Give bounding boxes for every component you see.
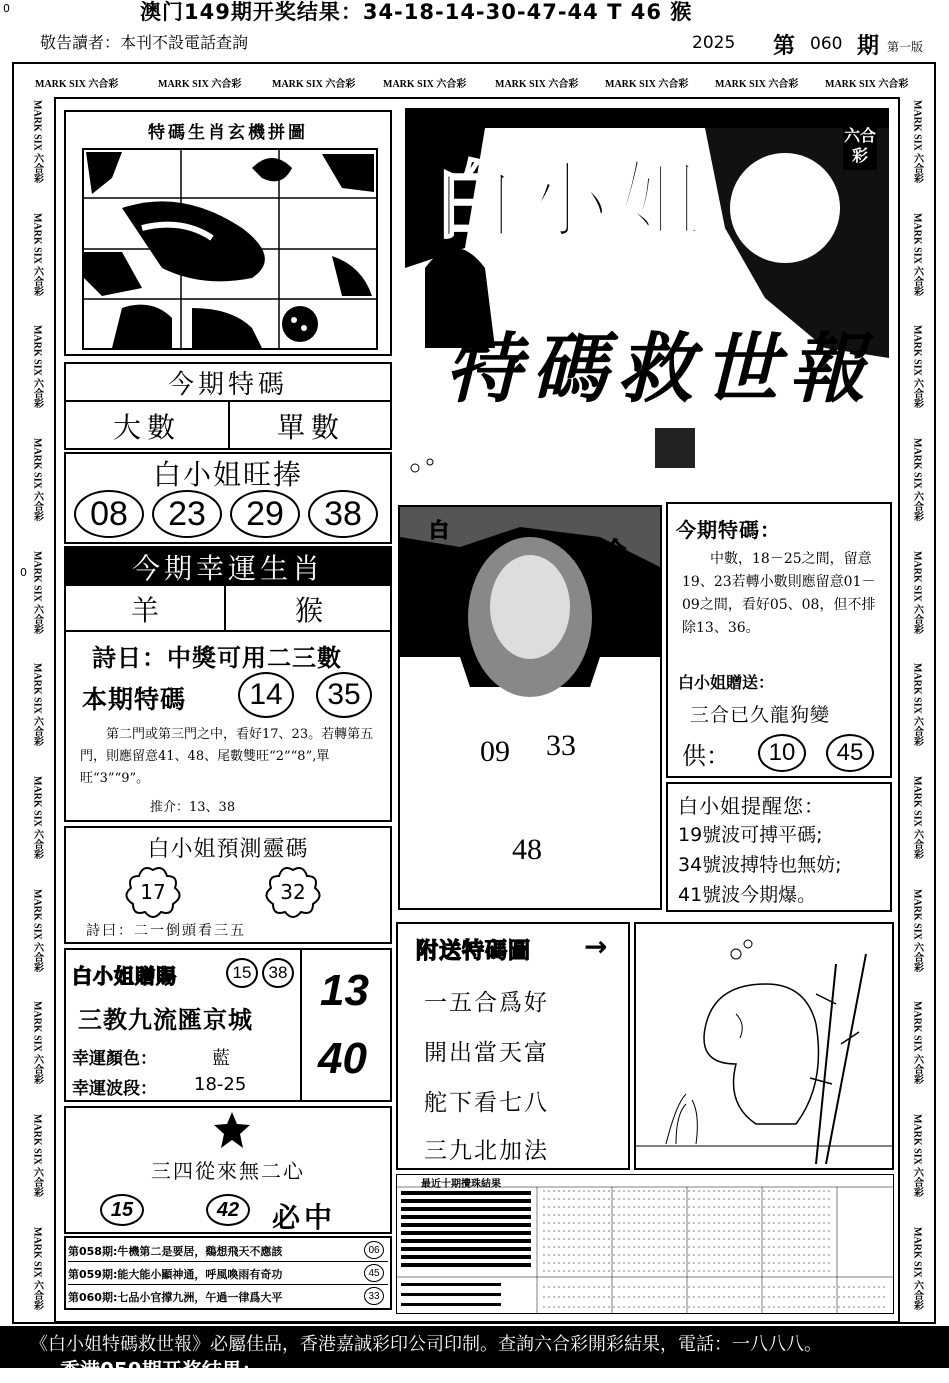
bottom-number: 42 — [206, 1194, 250, 1226]
gift-big-number: 40 — [318, 1034, 367, 1083]
poem-number: 14 — [238, 672, 294, 718]
right-border-marks: MARK SIX 六合彩 MARK SIX 六合彩 MARK SIX 六合彩 MARK SIX 六合彩 MARK SIX 六合彩 MARK SIX 六合彩 MARK SIX 六合彩 MARK SIX 六合彩 MARK SIX 六合彩 MARK SIX 六合彩 MARK SIX 六合彩 — [911, 100, 923, 1310]
right-special-text: 中數，18－25之間，留意19、23若轉小數則應留意01－09之間，看好05、08，但不排除13、36。 — [682, 551, 876, 636]
right-special-supply: 供： — [682, 742, 730, 770]
history-number: 06 — [364, 1241, 384, 1259]
right-special-gift-label: 白小姐贈送： — [678, 673, 775, 692]
masthead-subtitle: 特碼救世報 — [445, 324, 875, 413]
results-grid — [397, 1187, 893, 1313]
border-mark: MARK SIX 六合彩 — [35, 79, 119, 90]
results-table-title: 最近十期攪珠結果 — [421, 1179, 501, 1190]
drawing-box — [634, 922, 894, 1170]
border-mark: MARK SIX 六合彩 — [605, 79, 689, 90]
attach-line: 開出當天富 — [424, 1040, 549, 1066]
gift-number: 38 — [262, 958, 294, 988]
right-special-number: 10 — [758, 734, 806, 772]
history-number: 33 — [364, 1287, 384, 1305]
gift-big-number: 13 — [320, 966, 369, 1015]
photo-box — [398, 505, 662, 910]
history-row — [68, 1263, 388, 1285]
masthead — [405, 108, 889, 480]
special-left: 大數 — [112, 411, 181, 444]
wangbang-title: 白小姐旺捧 — [152, 458, 303, 491]
attach-line: 一五合爲好 — [424, 990, 549, 1016]
border-mark: MARK SIX 六合彩 — [825, 79, 909, 90]
lucky-zodiac-title: 今期幸運生肖 — [66, 548, 390, 586]
poem-recommend: 推介：13、38 — [150, 800, 236, 815]
attach-title: 附送特碼圖 — [416, 939, 532, 964]
gift-title: 白小姐贈賜 — [72, 964, 177, 988]
spirit-number: 17 — [140, 880, 166, 904]
spirit-poem: 詩曰：二一倒頭看三五 — [86, 923, 246, 939]
issue-prefix: 第 — [773, 34, 796, 59]
lucky-zodiac-left: 羊 — [130, 594, 159, 627]
special-title: 今期特碼 — [167, 369, 288, 400]
lucky-zodiac-right: 猴 — [294, 594, 323, 627]
attach-line: 三九北加法 — [424, 1138, 549, 1164]
photo-overlay-left: 白小姐 — [429, 518, 449, 602]
spirit-number: 32 — [280, 880, 306, 904]
right-special-number: 45 — [826, 734, 874, 772]
right-special-title: 今期特碼： — [676, 518, 781, 542]
reminder-line: 19號波可搏平碼; — [678, 824, 823, 846]
history-row — [68, 1286, 388, 1308]
right-special-gift-text: 三合已久龍狗變 — [690, 704, 831, 726]
top-result-banner: 澳门149期开奖结果：34-18-14-30-47-44 T 46 猴 — [140, 0, 693, 24]
photo-number: 09 — [480, 735, 510, 768]
poem-box — [64, 630, 392, 822]
bottom-number: 15 — [100, 1194, 144, 1226]
poem-label: 本期特碼 — [82, 685, 187, 714]
gift-phrase: 三教九流匯京城 — [78, 1006, 253, 1034]
footer-bar — [0, 1326, 949, 1382]
attach-line: 舵下看七八 — [424, 1090, 549, 1116]
rock-plant-drawing — [636, 924, 892, 1168]
attach-box — [396, 922, 630, 1170]
zodiac-puzzle-box — [64, 110, 392, 356]
bottom-tag: 必中 — [272, 1201, 337, 1234]
history-number: 45 — [364, 1264, 384, 1282]
gift-color-label: 幸運顏色： — [72, 1049, 157, 1069]
reminder-line: 41號波今期爆。 — [678, 884, 817, 906]
spirit-title: 白小姐預測靈碼 — [147, 836, 309, 862]
left-border-marks: MARK SIX 六合彩 MARK SIX 六合彩 MARK SIX 六合彩 MARK SIX 六合彩 MARK SIX 六合彩 MARK SIX 六合彩 MARK SIX 六合彩 MARK SIX 六合彩 MARK SIX 六合彩 MARK SIX 六合彩 MARK SIX 六合彩 — [31, 100, 43, 1310]
border-mark: MARK SIX 六合彩 — [383, 79, 467, 90]
wangbang-number: 23 — [152, 490, 222, 538]
wangbang-number: 38 — [308, 490, 378, 538]
issue-suffix: 期 — [857, 34, 880, 59]
issue-year: 2025 — [692, 33, 736, 53]
edition-label: 第一版 — [887, 40, 924, 54]
gift-color-value: 藍 — [212, 1048, 230, 1069]
wangbang-number: 29 — [230, 490, 300, 538]
poem-line: 詩日：中獎可用二三數 — [92, 644, 342, 672]
poem-number: 35 — [316, 672, 372, 718]
masthead-title: 白小姐 — [433, 151, 710, 250]
margin-mark-mid: 0 — [20, 566, 27, 579]
zodiac-puzzle-title: 特碼生肖玄機拼圖 — [148, 123, 308, 143]
border-mark: MARK SIX 六合彩 — [495, 79, 579, 90]
star-icon — [212, 1110, 252, 1150]
gift-number: 15 — [226, 958, 258, 988]
reminder-line: 34號波搏特也無妨; — [678, 854, 842, 876]
history-text: 第058期:牛機第二是要居，鷄想飛天不應該 — [68, 1245, 283, 1258]
reminder-title: 白小姐提醒您： — [678, 794, 825, 818]
attach-arrow: → — [584, 930, 608, 963]
wangbang-box — [64, 452, 392, 544]
reminder-box — [666, 782, 892, 912]
footer-text: 《白小姐特碼救世報》必屬佳品，香港嘉誠彩印公司印制。查詢六合彩開彩結果，電話：一八八八。 — [30, 1334, 822, 1355]
photo-overlay-right: 今期 — [603, 539, 626, 594]
notice-text: 敬告讀者：本刊不設電話查詢 — [40, 33, 249, 52]
bottom-phrase: 三四從來無二心 — [151, 1158, 305, 1183]
masthead-badge: 六合彩 — [843, 122, 877, 170]
border-mark: MARK SIX 六合彩 — [715, 79, 799, 90]
issue-number: 060 — [810, 34, 843, 54]
border-mark: MARK SIX 六合彩 — [272, 79, 356, 90]
zodiac-puzzle-image — [82, 148, 378, 350]
lucky-zodiac-box — [64, 546, 392, 632]
footer-bottom-result: 香港059期开奖结果： — [60, 1358, 262, 1382]
wangbang-number: 08 — [74, 490, 144, 538]
gift-wave-label: 幸運波段： — [72, 1079, 157, 1099]
photo-number: 33 — [546, 729, 576, 762]
bottom-left-box — [64, 1106, 392, 1234]
photo-number: 48 — [512, 833, 542, 866]
right-special-box — [666, 502, 892, 778]
poem-text: 第二門或第三門之中，看好17、23。若轉第五門，則應留意41、48、尾數雙旺“2”“8”,單旺“3”“9”。 — [80, 727, 374, 786]
history-row — [68, 1240, 388, 1262]
history-box — [64, 1236, 392, 1310]
margin-mark-top: 0 — [3, 2, 10, 15]
spirit-box — [64, 826, 392, 944]
history-text: 第059期:能大能小顯神通，呼風喚雨有奇功 — [68, 1268, 283, 1281]
history-text: 第060期:七品小官撑九洲，午過一律爲大平 — [68, 1291, 283, 1304]
results-table — [396, 1174, 894, 1314]
special-right: 單數 — [276, 411, 345, 444]
gift-box — [64, 948, 392, 1102]
gift-wave-value: 18-25 — [194, 1074, 247, 1095]
border-mark: MARK SIX 六合彩 — [158, 79, 242, 90]
special-box — [64, 362, 392, 450]
